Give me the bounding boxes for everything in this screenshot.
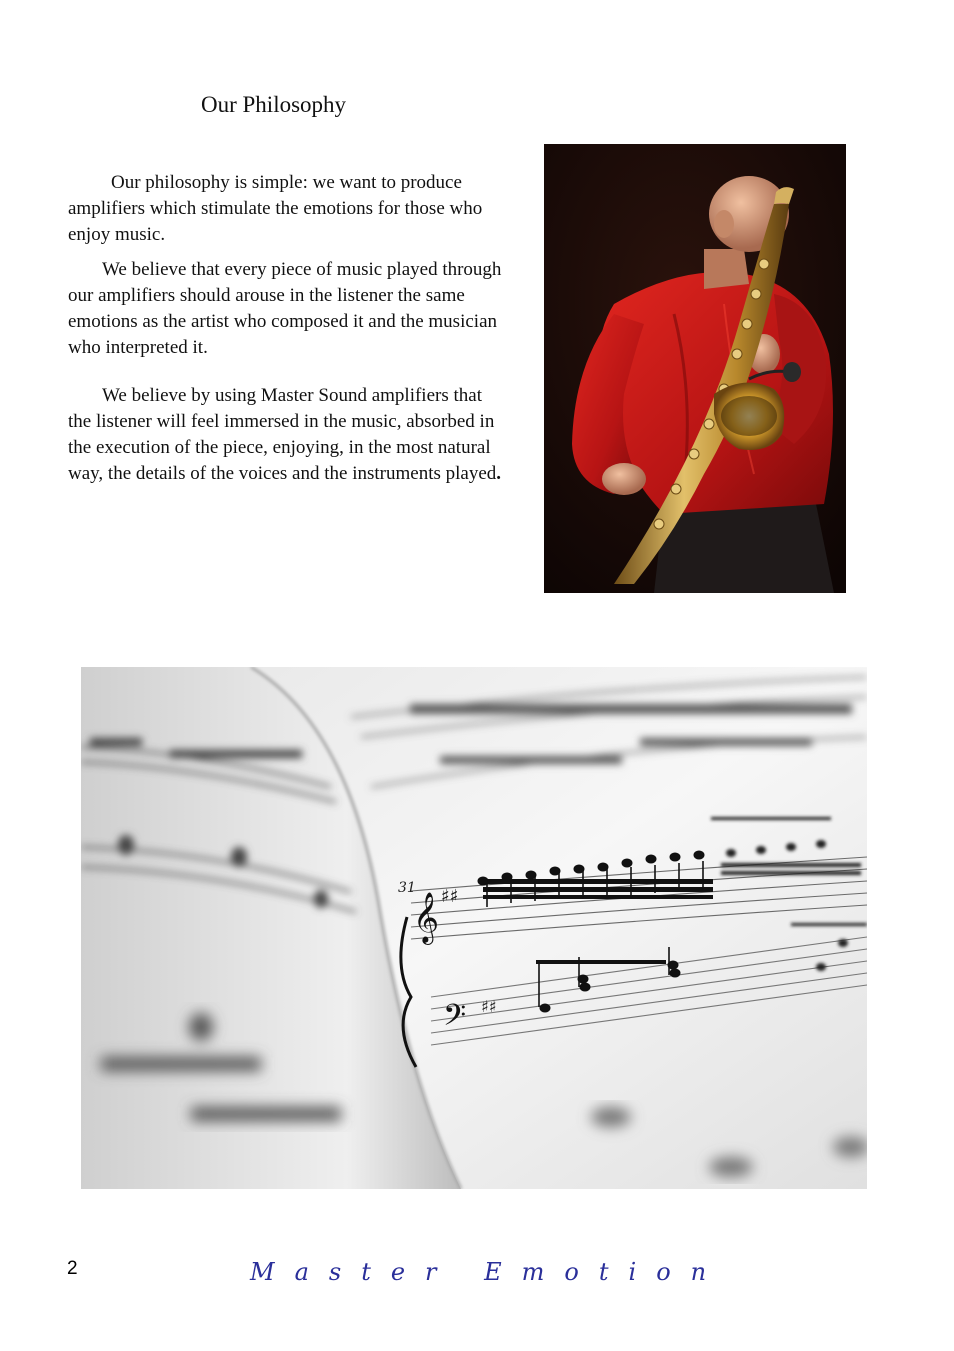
paragraph-3 (68, 383, 508, 487)
paragraph-1: Our philosophy is simple: we want to produce amplifiers which stimulate the emotions for those who enjoy music. (68, 172, 483, 245)
svg-text:♯♯: ♯♯ (481, 997, 497, 1016)
body-text (68, 170, 508, 487)
svg-text:♯♯: ♯♯ (441, 886, 459, 907)
paragraph-3-text: We believe by using Master Sound amplifiers that the listener will feel immersed in the music, absorbed in the execution of the piece, enjoying, in the most natural way, the details of the voices and the instruments played (68, 385, 497, 484)
svg-text:𝄢: 𝄢 (443, 999, 467, 1040)
saxophonist-photo (544, 144, 846, 593)
page-number: 2 (67, 1258, 78, 1279)
svg-text:𝄞: 𝄞 (413, 892, 440, 943)
saxophonist-illustration (544, 144, 846, 593)
paragraph-3-end: . (496, 463, 502, 484)
sheet-music-illustration (81, 667, 867, 1189)
measure-number: 31 (398, 880, 416, 896)
page-title: Our Philosophy (201, 92, 347, 117)
footer-brand: Master Emotion (250, 1258, 727, 1286)
paragraph-2: We believe that every piece of music played through our amplifiers should arouse in the listener the same emotions as the artist who composed it and the musician who interpreted it. (68, 259, 502, 358)
sheet-music-photo (81, 667, 867, 1189)
